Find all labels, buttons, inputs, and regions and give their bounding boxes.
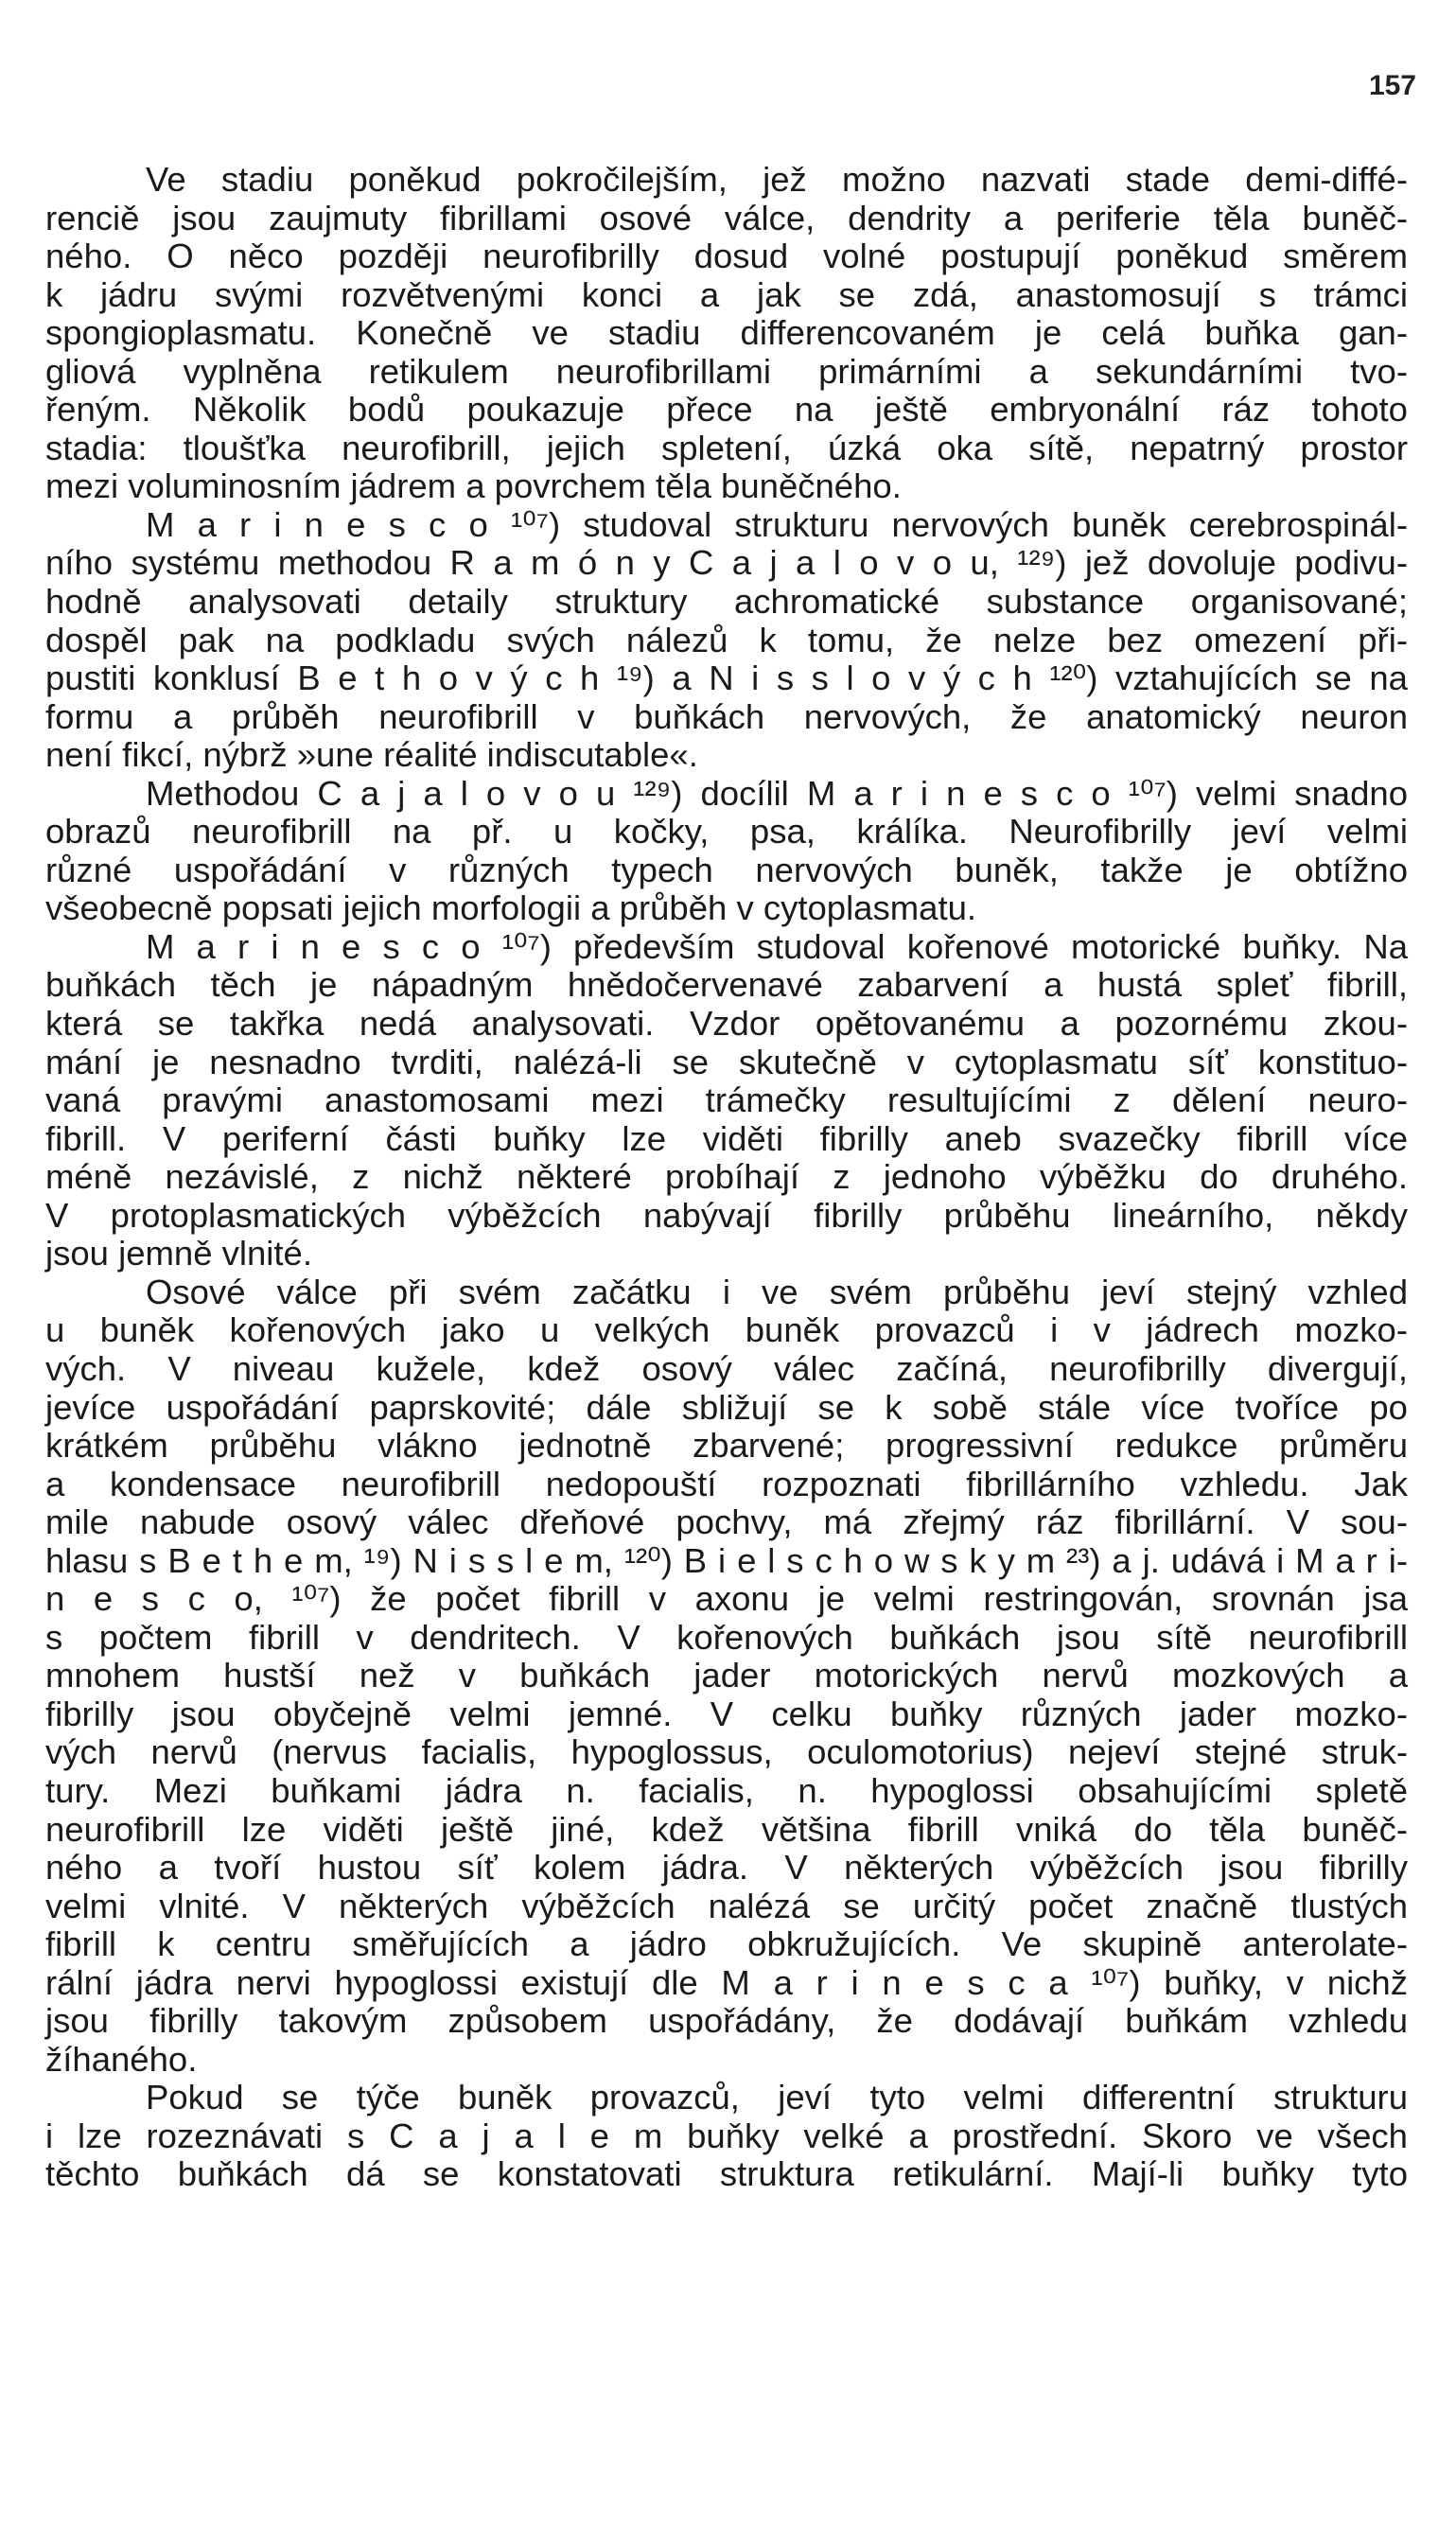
text-line: M a r i n e s c o ¹⁰⁷) studoval strukturu nervových buněk cerebrospinál- [146, 504, 1408, 544]
text-line: ného. O něco později neurofibrilly dosud volné postupují poněkud směrem [45, 237, 1408, 276]
text-line: M a r i n e s c o ¹⁰⁷) především studoval kořenové motorické buňky. Na [146, 926, 1408, 966]
text-line: vých. V niveau kužele, kdež osový válec začíná, neurofibrilly divergují, [45, 1348, 1408, 1388]
text-line: rální jádra nervi hypoglossi existují dle M a r i n e s c a ¹⁰⁷) buňky, v nichž [45, 1962, 1408, 2002]
text-line: žíhaného. [45, 2039, 198, 2079]
text-line: vých nervů (nervus facialis, hypoglossus, oculomotorius) nejeví stejné struk- [45, 1732, 1408, 1772]
text-line: u buněk kořenových jako u velkých buněk provazců i v jádrech mozko- [45, 1310, 1408, 1350]
text-line: fibrill. V periferní části buňky lze viděti fibrilly aneb svazečky fibrill více [45, 1118, 1408, 1158]
text-line: spongioplasmatu. Konečně ve stadiu differencovaném je celá buňka gan- [45, 313, 1408, 353]
text-line: jsou fibrilly takovým způsobem uspořádány, že dodávají buňkám vzhledu [45, 2001, 1408, 2041]
text-line: neurofibrill lze viděti ještě jiné, kdež většina fibrill vniká do těla buněč- [45, 1809, 1408, 1849]
text-line: mnohem hustší než v buňkách jader motorických nervů mozkových a [45, 1656, 1408, 1695]
text-line: stadia: tloušťka neurofibrill, jejich spletení, úzká oka sítě, nepatrný prostor [45, 428, 1408, 467]
text-line: Pokud se týče buněk provazců, jeví tyto velmi differentní strukturu [146, 2078, 1408, 2117]
text-line: Osové válce při svém začátku i ve svém průběhu jeví stejný vzhled [146, 1272, 1408, 1311]
text-line: Methodou C a j a l o v o u ¹²⁹) docílil M a r i n e s c o ¹⁰⁷) velmi snadno [146, 773, 1408, 813]
text-line: mezi voluminosním jádrem a povrchem těla buněčného. [45, 466, 902, 506]
text-line: hlasu s B e t h e m, ¹⁹) N i s s l e m, ¹²⁰) B i e l s c h o w s k y m ²³) a j. udává i M a r i- [45, 1540, 1408, 1580]
text-line: krátkém průběhu vlákno jednotně zbarvené; progressivní redukce průměru [45, 1426, 1408, 1466]
page-number: 157 [1368, 70, 1416, 101]
text-line: mile nabude osový válec dřeňové pochvy, má zřejmý ráz fibrillární. V sou- [45, 1502, 1408, 1542]
text-line: velmi vlnité. V některých výběžcích nalézá se určitý počet značně tlustých [45, 1886, 1408, 1925]
text-line: která se takřka nedá analysovati. Vzdor opětovanému a pozornému zkou- [45, 1004, 1408, 1044]
text-line: fibrilly jsou obyčejně velmi jemné. V celku buňky různých jader mozko- [45, 1694, 1408, 1733]
text-line: řeným. Několik bodů poukazuje přece na ještě embryonální ráz tohoto [45, 390, 1408, 430]
text-line: není fikcí, nýbrž »une réalité indiscutable«. [45, 735, 698, 775]
text-line: s počtem fibrill v dendritech. V kořenových buňkách jsou sítě neurofibrill [45, 1617, 1408, 1657]
text-line: n e s c o, ¹⁰⁷) že počet fibrill v axonu je velmi restringován, srovnán jsa [45, 1579, 1408, 1619]
text-line: méně nezávislé, z nichž některé probíhají z jednoho výběžku do druhého. [45, 1157, 1408, 1197]
text-line: jsou jemně vlnité. [45, 1234, 313, 1274]
text-line: hodně analysovati detaily struktury achromatické substance organisované; [45, 582, 1408, 622]
text-line: tury. Mezi buňkami jádra n. facialis, n. hypoglossi obsahujícími spletě [45, 1770, 1408, 1810]
text-line: gliová vyplněna retikulem neurofibrillami primárními a sekundárními tvo- [45, 351, 1408, 391]
text-line: dospěl pak na podkladu svých nálezů k tomu, že nelze bez omezení při- [45, 620, 1408, 659]
text-line: fibrill k centru směřujících a jádro obkružujících. Ve skupině anterolate- [45, 1924, 1408, 1964]
body-text [45, 161, 1408, 2194]
text-line: jevíce uspořádání paprskovité; dále sbližují se k sobě stále více tvoříce po [45, 1387, 1408, 1427]
text-line: různé uspořádání v různých typech nervových buněk, takže je obtížno [45, 850, 1408, 889]
text-line: Ve stadiu poněkud pokročilejším, jež možno nazvati stade demi-diffé- [146, 160, 1408, 199]
text-line: pustiti konklusí B e t h o v ý c h ¹⁹) a N i s s l o v ý c h ¹²⁰) vztahujících se na [45, 659, 1408, 698]
text-line: k jádru svými rozvětvenými konci a jak se zdá, anastomosují s trámci [45, 274, 1408, 314]
text-line: renciě jsou zaujmuty fibrillami osové válce, dendrity a periferie těla buněč- [45, 198, 1408, 237]
text-line: i lze rozeznávati s C a j a l e m buňky velké a prostřední. Skoro ve všech [45, 2116, 1408, 2155]
text-line: všeobecně popsati jejich morfologii a průběh v cytoplasmatu. [45, 888, 977, 928]
text-line: vaná pravými anastomosami mezi trámečky resultujícími z dělení neuro- [45, 1080, 1408, 1120]
text-line: V protoplasmatických výběžcích nabývají fibrilly průběhu lineárního, někdy [45, 1195, 1408, 1235]
text-line: těchto buňkách dá se konstatovati struktura retikulární. Mají-li buňky tyto [45, 2154, 1408, 2194]
text-line: ného a tvoří hustou síť kolem jádra. V některých výběžcích jsou fibrilly [45, 1848, 1408, 1888]
text-line: mání je nesnadno tvrditi, nalézá-li se skutečně v cytoplasmatu síť konstituo- [45, 1042, 1408, 1081]
text-line: a kondensace neurofibrill nedopouští rozpoznati fibrillárního vzhledu. Jak [45, 1464, 1408, 1503]
text-line: buňkách těch je nápadným hnědočervenavé zabarvení a hustá spleť fibrill, [45, 965, 1408, 1005]
text-line: obrazů neurofibrill na př. u kočky, psa, králíka. Neurofibrilly jeví velmi [45, 812, 1408, 852]
text-line: formu a průběh neurofibrill v buňkách nervových, že anatomický neuron [45, 696, 1408, 736]
text-line: ního systému methodou R a m ó n y C a j a l o v o u, ¹²⁹) jež dovoluje podivu- [45, 543, 1408, 583]
